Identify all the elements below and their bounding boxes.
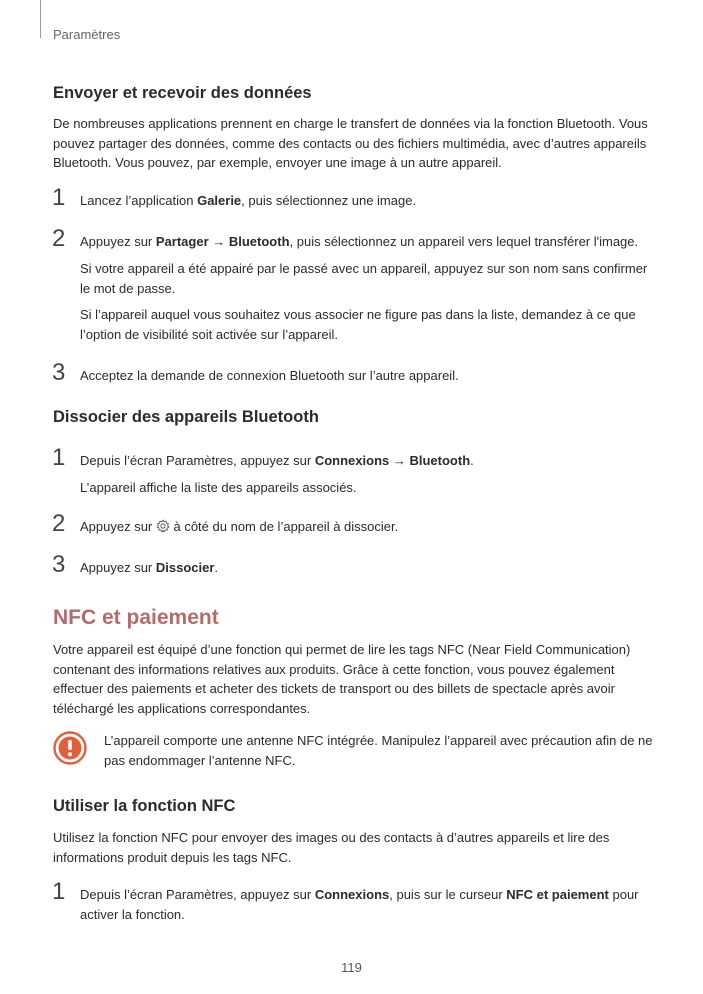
unpair-label: Dissocier — [155, 560, 215, 575]
bluetooth-label: Bluetooth — [228, 234, 290, 249]
step-open-connections: Depuis l’écran Paramètres, appuyez sur Connexions → Bluetooth. — [80, 453, 474, 468]
note-paired-device: Si votre appareil a été appairé par le passé avec un appareil, appuyez sur son nom sans confirmer le mot de passe. — [80, 261, 648, 296]
step-launch-gallery: Lancez l’application Galerie, puis sélectionnez une image. — [80, 193, 417, 208]
intro-paragraph-send: De nombreuses applications prennent en charge le transfert de données via la fonction Bluetooth. Vous pouvez partager des données, comme des contacts ou des fichiers multimédia, avec d’autres appareils Bluetooth. Vous pouvez, par exemple, envoyer une image à un autre appareil. — [53, 116, 648, 170]
step-number: 1 — [52, 184, 66, 211]
step-accept-request: Acceptez la demande de connexion Bluetooth sur l’autre appareil. — [80, 368, 459, 383]
section-heading-unpair: Dissocier des appareils Bluetooth — [53, 408, 319, 426]
share-label: Partager — [155, 234, 209, 249]
page-number: 119 — [341, 960, 362, 975]
note-visibility: Si l’appareil auquel vous souhaitez vous associer ne figure pas dans la liste, demandez à ce que l’option de visibilité soit activée sur l’appareil. — [80, 307, 636, 342]
connections-label: Connexions — [314, 453, 390, 468]
step-number: 1 — [52, 878, 66, 905]
warning-icon — [53, 731, 87, 765]
section-heading-nfc-payment: NFC et paiement — [53, 606, 219, 629]
nfc-payment-label: NFC et paiement — [506, 887, 609, 902]
warning-text-nfc-antenna: L’appareil comporte une antenne NFC intégrée. Manipulez l’appareil avec précaution afin de ne pas endommager l’antenne NFC. — [104, 733, 653, 768]
running-header: Paramètres — [53, 27, 121, 42]
step-tap-gear: Appuyez sur à côté du nom de l’appareil à dissocier. — [80, 519, 399, 534]
step-activate-nfc: Depuis l’écran Paramètres, appuyez sur Connexions, puis sur le curseur NFC et paiement pour activer la fonction. — [80, 887, 639, 922]
step-number: 3 — [52, 551, 66, 578]
step-number: 2 — [52, 510, 66, 537]
step-tap-unpair: Appuyez sur Dissocier. — [80, 560, 219, 575]
note-paired-list: L’appareil affiche la liste des appareils associés. — [80, 480, 357, 495]
step-number: 1 — [52, 444, 66, 471]
gallery-label: Galerie — [197, 193, 242, 208]
section-heading-send-receive: Envoyer et recevoir des données — [53, 84, 312, 102]
section-heading-use-nfc: Utiliser la fonction NFC — [53, 797, 236, 815]
step-share-bluetooth: Appuyez sur Partager → Bluetooth, puis sélectionnez un appareil vers lequel transférer l'image. — [80, 234, 639, 249]
bluetooth-label: Bluetooth — [409, 453, 471, 468]
step-number: 2 — [52, 225, 66, 252]
page-border-line — [40, 0, 41, 38]
connections-label: Connexions — [314, 887, 390, 902]
gear-icon — [156, 519, 170, 533]
intro-paragraph-use-nfc: Utilisez la fonction NFC pour envoyer des images ou des contacts à d’autres appareils et lire des informations produit depuis les tags NFC. — [53, 830, 610, 865]
step-number: 3 — [52, 359, 66, 386]
intro-paragraph-nfc: Votre appareil est équipé d’une fonction qui permet de lire les tags NFC (Near Field Communication) contenant des informations relatives aux produits. Grâce à cette fonction, vous pouvez également effectuer des paiements et acheter des tickets de transport ou des billets de spectacle après avoir téléchargé les applications correspondantes. — [53, 642, 631, 716]
